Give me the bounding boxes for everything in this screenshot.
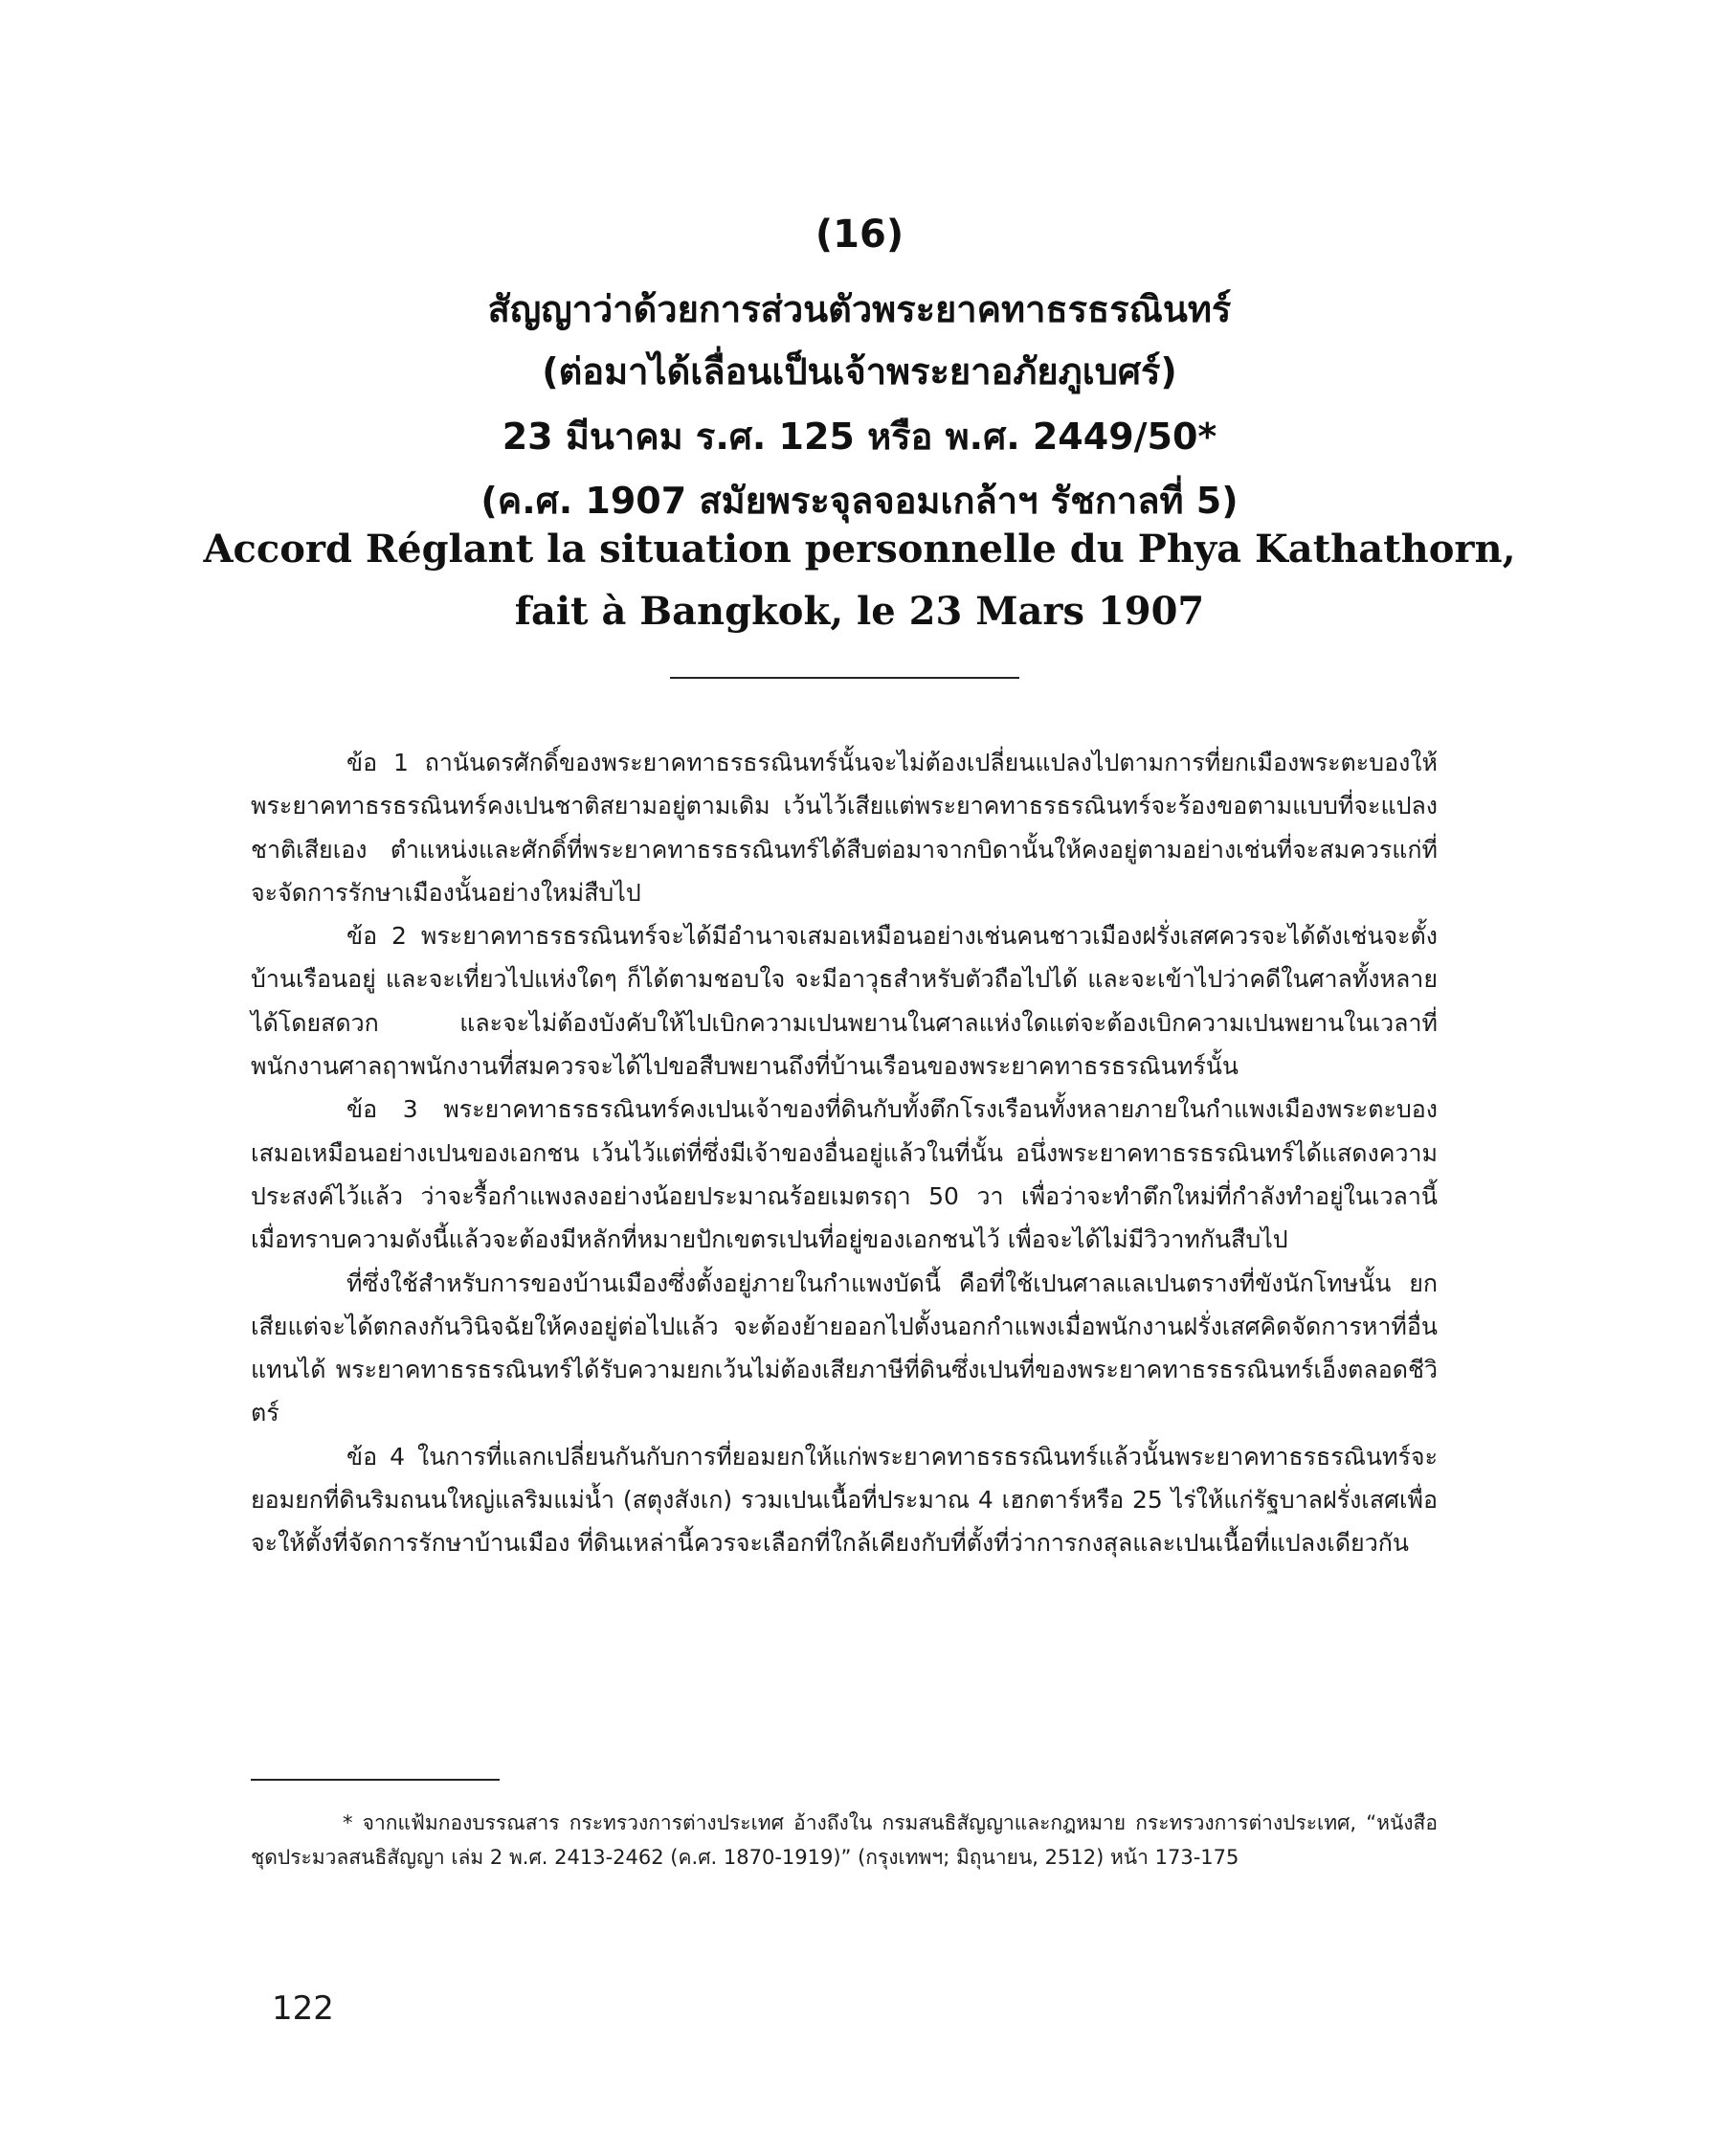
footnote-divider xyxy=(251,1779,500,1781)
treaty-date-thai: 23 มีนาคม ร.ศ. 125 หรือ พ.ศ. 2449/50* xyxy=(502,415,1217,458)
footnote-text: * จากแฟ้มกองบรรณสาร กระทรวงการต่างประเทศ อ้างถึงใน กรมสนธิสัญญาและกฎหมาย กระทรวงการต่างประเทศ, “หนังสือชุดประมวลสนธิสัญญา เล่ม 2 พ.ศ. 2413-2462 (ค.ศ. 1870-1919)” (กรุงเทพฯ; มิถุนายน, 2512) หน้า 173-175 xyxy=(251,1811,1438,1869)
page-number: 122 xyxy=(272,1989,334,2028)
title-divider xyxy=(670,677,1019,679)
treaty-number: (16) xyxy=(815,213,904,257)
treaty-body xyxy=(251,741,1438,1565)
article-2: ข้อ 2 พระยาคทาธรธรณินทร์จะได้มีอำนาจเสมอเหมือนอย่างเช่นคนชาวเมืองฝรั่งเสศควรจะได้ดังเช่นจะตั้งบ้านเรือนอยู่ และจะเที่ยวไปแห่งใดๆ ก็ได้ตามชอบใจ จะมีอาวุธสำหรับตัวถือไปได้ และจะเข้าไปว่าคดีในศาลทั้งหลายได้โดยสดวก และจะไม่ต้องบังคับให้ไปเบิกความเปนพยานในศาลแห่งใดแต่จะต้องเบิกความเปนพยานในเวลาที่พนักงานศาลฤาพนักงานที่สมควรจะได้ไปขอสืบพยานถึงที่บ้านเรือนของพระยาคทาธรธรณินทร์นั้น xyxy=(251,922,1438,1081)
article-3: ข้อ 3 พระยาคทาธรธรณินทร์คงเปนเจ้าของที่ดินกับทั้งตึกโรงเรือนทั้งหลายภายในกำแพงเมืองพระตะบองเสมอเหมือนอย่างเปนของเอกชน เว้นไว้แต่ที่ซึ่งมีเจ้าของอื่นอยู่แล้วในที่นั้น อนึ่งพระยาคทาธรธรณินทร์ได้แสดงความประสงค์ไว้แล้ว ว่าจะรื้อกำแพงลงอย่างน้อยประมาณร้อยเมตรฤา 50 วา เพื่อว่าจะทำตึกใหม่ที่กำลังทำอยู่ในเวลานี้ เมื่อทราบความดังนี้แล้วจะต้องมีหลักที่หมายปักเขตรเปนที่อยู่ของเอกชนไว้ เพื่อจะได้ไม่มีวิวาทกันสืบไป xyxy=(251,1095,1438,1254)
treaty-title-french: Accord Réglant la situation personnelle du Phya Kathathorn, xyxy=(203,527,1516,572)
treaty-place-date-french: fait à Bangkok, le 23 Mars 1907 xyxy=(514,589,1205,634)
treaty-title-thai: สัญญาว่าด้วยการส่วนตัวพระยาคทาธรธรณินทร์ xyxy=(487,288,1232,330)
treaty-date-ce: (ค.ศ. 1907 สมัยพระจุลจอมเกล้าฯ รัชกาลที่ 5) xyxy=(480,480,1239,522)
footnote xyxy=(251,1806,1438,1875)
article-3-continued: ที่ซึ่งใช้สำหรับการของบ้านเมืองซึ่งตั้งอยู่ภายในกำแพงบัดนี้ คือที่ใช้เปนศาลแลเปนตรางที่ขังนักโทษนั้น ยกเสียแต่จะได้ตกลงกันวินิจฉัยให้คงอยู่ต่อไปแล้ว จะต้องย้ายออกไปตั้งนอกกำแพงเมื่อพนักงานฝรั่งเสศคิดจัดการหาที่อื่นแทนได้ พระยาคทาธรธรณินทร์ได้รับความยกเว้นไม่ต้องเสียภาษีที่ดินซึ่งเปนที่ของพระยาคทาธรธรณินทร์เอ็งตลอดชีวิตร์ xyxy=(251,1269,1438,1427)
article-4: ข้อ 4 ในการที่แลกเปลี่ยนกันกับการที่ยอมยกให้แก่พระยาคทาธรธรณินทร์แล้วนั้นพระยาคทาธรธรณินทร์จะยอมยกที่ดินริมถนนใหญ่แลริมแม่น้ำ (สตุงสังเก) รวมเปนเนื้อที่ประมาณ 4 เฮกตาร์หรือ 25 ไร่ให้แก่รัฐบาลฝรั่งเสศเพื่อจะให้ตั้งที่จัดการรักษาบ้านเมือง ที่ดินเหล่านี้ควรจะเลือกที่ใกล้เคียงกับที่ตั้งที่ว่าการกงสุลและเปนเนื้อที่แปลงเดียวกัน xyxy=(251,1442,1438,1558)
article-1: ข้อ 1 ถานันดรศักดิ์ของพระยาคทาธรธรณินทร์นั้นจะไม่ต้องเปลี่ยนแปลงไปตามการที่ยกเมืองพระตะบองให้ พระยาคทาธรธรณินทร์คงเปนชาติสยามอยู่ตามเดิม เว้นไว้เสียแต่พระยาคทาธรธรณินทร์จะร้องขอตามแบบที่จะแปลงชาติเสียเอง ตำแหน่งและศักดิ์ที่พระยาคทาธรธรณินทร์ได้สืบต่อมาจากบิดานั้นให้คงอยู่ตามอย่างเช่นที่จะสมควรแก่ที่จะจัดการรักษาเมืองนั้นอย่างใหม่สืบไป xyxy=(251,749,1438,907)
treaty-title-note: (ต่อมาได้เลื่อนเป็นเจ้าพระยาอภัยภูเบศร์) xyxy=(542,350,1177,393)
